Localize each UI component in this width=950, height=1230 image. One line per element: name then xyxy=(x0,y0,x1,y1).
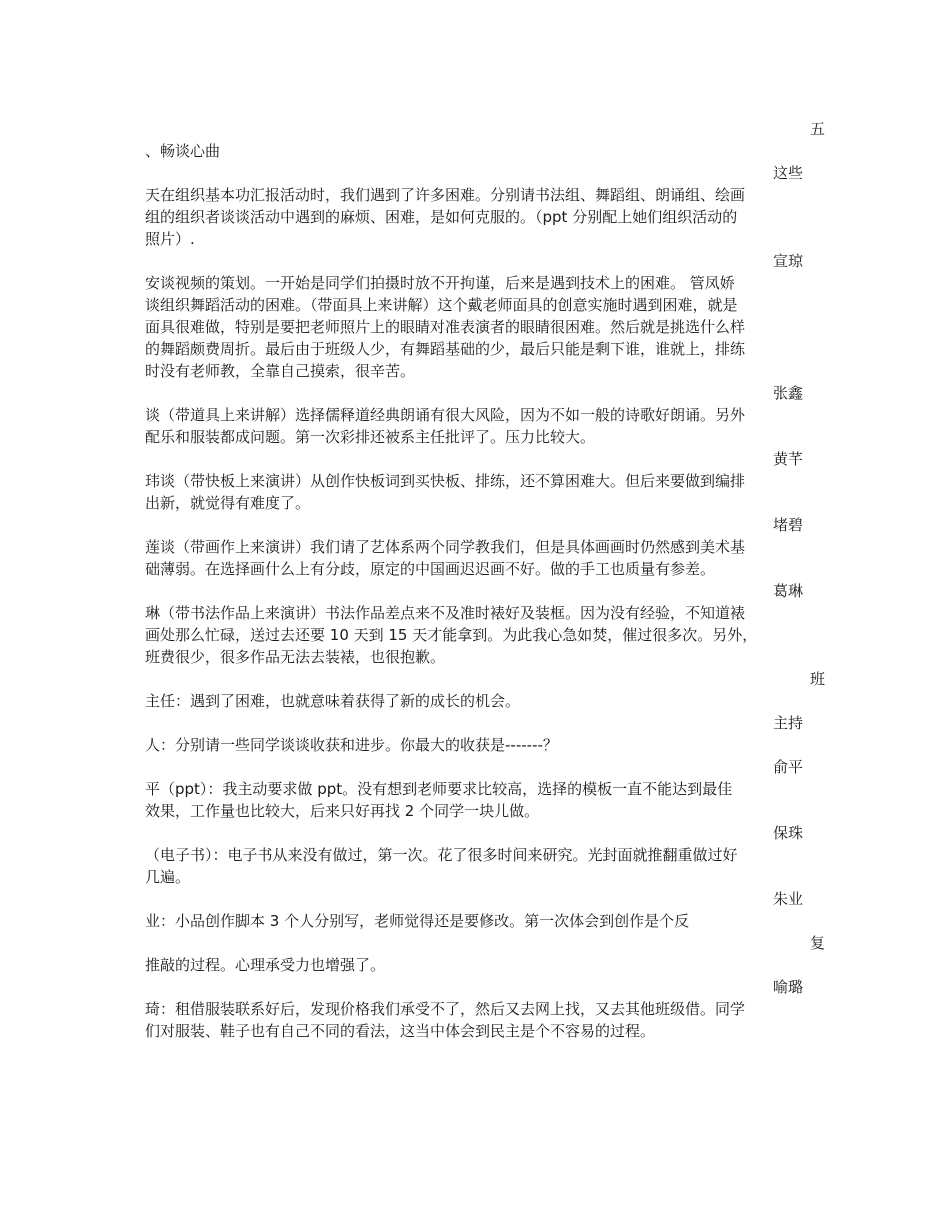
paragraph-line: 效果，工作量也比较大，后来只好再找 2 个同学一块儿做。 xyxy=(145,802,540,820)
speaker-marker: 这些 xyxy=(772,164,803,182)
paragraph-line: 面具很难做，特别是要把老师照片上的眼睛对准表演者的眼睛很困难。然后就是挑选什么样 xyxy=(145,318,746,336)
speaker-marker: 俞平 xyxy=(772,758,803,776)
speaker-marker: 葛琳 xyxy=(772,582,803,600)
paragraph-line: 人：分别请一些同学谈谈收获和进步。你最大的收获是-------？ xyxy=(145,736,558,754)
paragraph-line: 的舞蹈颇费周折。最后由于班级人少，有舞蹈基础的少，最后只能是剩下谁，谁就上，排练 xyxy=(145,340,746,358)
speaker-marker: 黄芊 xyxy=(772,450,803,468)
document-body xyxy=(145,118,825,1042)
speaker-marker: 主持 xyxy=(772,714,803,732)
paragraph-line: 玮谈（带快板上来演讲）从创作快板词到买快板、排练，还不算困难大。但后来要做到编排 xyxy=(145,472,746,490)
paragraph-line: 琳（带书法作品上来演讲）书法作品差点来不及准时裱好及装框。因为没有经验，不知道裱 xyxy=(145,604,746,622)
speaker-marker: 喻璐 xyxy=(772,978,803,996)
paragraph-line: 业：小品创作脚本 3 个人分别写，老师觉得还是要修改。第一次体会到创作是个反 xyxy=(145,912,690,930)
speaker-marker: 张鑫 xyxy=(772,384,803,402)
paragraph-line: 天在组织基本功汇报活动时，我们遇到了许多困难。分别请书法组、舞蹈组、朗诵组、绘画 xyxy=(145,186,746,204)
paragraph-line: 配乐和服装都成问题。第一次彩排还被系主任批评了。压力比较大。 xyxy=(145,428,596,446)
section-number: 五 xyxy=(809,120,825,138)
paragraph-line: 们对服装、鞋子也有自己不同的看法，这当中体会到民主是个不容易的过程。 xyxy=(145,1022,656,1040)
paragraph-line: 照片）. xyxy=(145,230,195,248)
paragraph-line: 莲谈（带画作上来演讲）我们请了艺体系两个同学教我们，但是具体画画时仍然感到美术基 xyxy=(145,538,746,556)
paragraph-line: 组的组织者谈谈活动中遇到的麻烦、困难，是如何克服的。（ppt 分别配上她们组织活动的 xyxy=(145,208,738,226)
paragraph-line: 推敲的过程。心理承受力也增强了。 xyxy=(145,956,386,974)
paragraph-line: 础薄弱。在选择画什么上有分歧，原定的中国画迟迟画不好。做的手工也质量有参差。 xyxy=(145,560,716,578)
speaker-marker: 保珠 xyxy=(772,824,803,842)
paragraph-line: 主任：遇到了困难，也就意味着获得了新的成长的机会。 xyxy=(145,692,521,710)
paragraph-line: 班费很少，很多作品无法去装裱，也很抱歉。 xyxy=(145,648,446,666)
paragraph-line: 画处那么忙碌，送过去还要 10 天到 15 天才能拿到。为此我心急如焚，催过很多次。另外， xyxy=(145,626,758,644)
paragraph-line: 谈组织舞蹈活动的困难。（带面具上来讲解）这个戴老师面具的创意实施时遇到困难，就是 xyxy=(145,296,738,314)
paragraph-line: 安谈视频的策划。一开始是同学们拍摄时放不开拘谨，后来是遇到技术上的困难。 管凤娇 xyxy=(145,274,735,292)
speaker-marker: 班 xyxy=(809,670,825,688)
wrap-fragment: 复 xyxy=(809,934,825,952)
paragraph-line: （电子书）：电子书从来没有做过，第一次。花了很多时间来研究。光封面就推翻重做过好 xyxy=(145,846,738,864)
section-heading: 、畅谈心曲 xyxy=(145,142,221,160)
paragraph-line: 谈（带道具上来讲解）选择儒释道经典朗诵有很大风险，因为不如一般的诗歌好朗诵。另外 xyxy=(145,406,746,424)
paragraph-line: 时没有老师教，全靠自己摸索，很辛苦。 xyxy=(145,362,416,380)
paragraph-line: 平（ppt）：我主动要求做 ppt。没有想到老师要求比较高，选择的模板一直不能达到最佳 xyxy=(145,780,733,798)
speaker-marker: 堵碧 xyxy=(772,516,803,534)
paragraph-line: 琦：租借服装联系好后，发现价格我们承受不了，然后又去网上找，又去其他班级借。同学 xyxy=(145,1000,746,1018)
speaker-marker: 宣琼 xyxy=(772,252,803,270)
speaker-marker: 朱业 xyxy=(772,890,803,908)
paragraph-line: 出新，就觉得有难度了。 xyxy=(145,494,311,512)
paragraph-line: 几遍。 xyxy=(145,868,191,886)
